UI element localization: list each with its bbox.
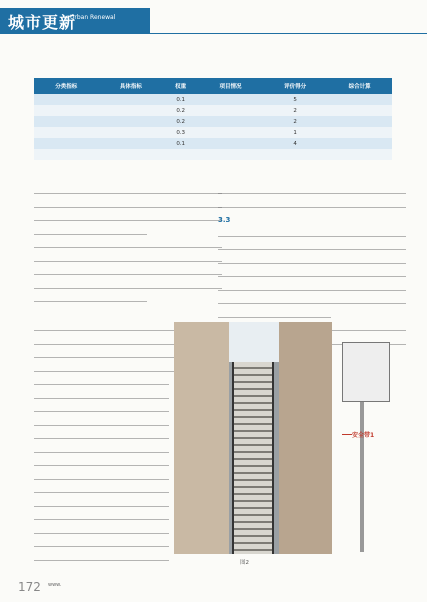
page-footer [48,582,61,589]
text-line [34,242,222,253]
table-cell [34,138,99,149]
table-cell [34,127,99,138]
photo-handrail [232,362,234,554]
table-cell [327,116,392,127]
table-cell [198,94,263,105]
text-line [34,379,169,390]
text-line [34,433,169,444]
photo-left-wall [174,322,229,554]
table-cell [327,127,392,138]
table-cell [99,116,164,127]
text-line [34,256,222,267]
text-line [34,514,169,525]
table-cell [34,105,99,116]
text-line [218,312,331,323]
table-cell: 0.1 [163,94,198,105]
section-heading: 3.3 [218,215,231,224]
figure-caption: 图2 [240,560,249,566]
table-cell [327,94,392,105]
staircase-photo [174,322,332,554]
text-line [34,406,169,417]
table-cell [327,149,392,160]
table-header-cell: 评价得分 [263,78,328,94]
table-cell [99,149,164,160]
table-cell [34,149,99,160]
text-line [34,555,169,566]
risk-table [34,78,392,160]
text-line [218,271,406,282]
table-cell: 0.2 [163,105,198,116]
table-cell: 4 [263,138,328,149]
column-subtitle: Urban Renewal [70,14,116,21]
table-cell [198,116,263,127]
table-row [34,127,392,138]
text-line [34,487,169,498]
table-cell [327,105,392,116]
header-rule [150,33,427,34]
photo-stairs [234,362,272,554]
table-row [34,116,392,127]
text-line [34,188,222,199]
photo-sky [229,322,279,362]
page-header [0,0,427,44]
text-line [34,501,169,512]
table-cell [99,138,164,149]
page-number: 172 [18,580,41,594]
footer-line: www. [48,582,62,588]
table-cell [198,105,263,116]
table-row [34,105,392,116]
text-line [34,215,222,226]
photo-handrail [272,362,274,554]
table-row [34,138,392,149]
text-line [34,283,222,294]
column-title: 城市更新 [8,13,77,32]
table-cell: 1 [263,127,328,138]
table-cell [34,116,99,127]
table-header-cell: 综合计算 [327,78,392,94]
table-cell [327,138,392,149]
table-cell [99,105,164,116]
table-header-row [34,78,392,94]
table-cell: 2 [263,116,328,127]
table-cell: 5 [263,94,328,105]
photo-right-wall [279,322,332,554]
diagram-post [360,402,364,552]
text-line [218,258,406,269]
text-line [218,202,406,213]
text-line [34,393,169,404]
text-line [34,460,169,471]
text-line [218,298,406,309]
text-line [34,269,222,280]
table-header-cell: 项目情况 [198,78,263,94]
safety-diagram [336,322,394,554]
text-line [34,296,147,307]
table-cell [198,127,263,138]
table-cell: 0.2 [163,116,198,127]
table-cell [99,94,164,105]
table-cell: 2 [263,105,328,116]
table-cell [163,149,198,160]
table-cell: 0.1 [163,138,198,149]
diagram-label: 安全带1 [352,432,375,439]
text-line [218,231,406,242]
diagram-panel [342,342,390,402]
text-line [218,188,406,199]
table-cell [198,149,263,160]
table-row [34,94,392,105]
table-header-cell: 具体指标 [99,78,164,94]
table-cell [198,138,263,149]
text-line [34,229,147,240]
table-cell [34,94,99,105]
text-line [218,244,406,255]
text-line [34,420,169,431]
text-line [34,474,169,485]
diagram-pointer [342,434,352,435]
text-line [34,202,222,213]
table-cell: 0.3 [163,127,198,138]
text-line [218,285,406,296]
text-line [34,528,169,539]
table-row [34,149,392,160]
table-cell [263,149,328,160]
section-heading [34,310,222,321]
table-header-cell: 分类指标 [34,78,99,94]
text-line [34,541,169,552]
table-cell [99,127,164,138]
text-line [34,447,169,458]
table-header-cell: 权重 [163,78,198,94]
